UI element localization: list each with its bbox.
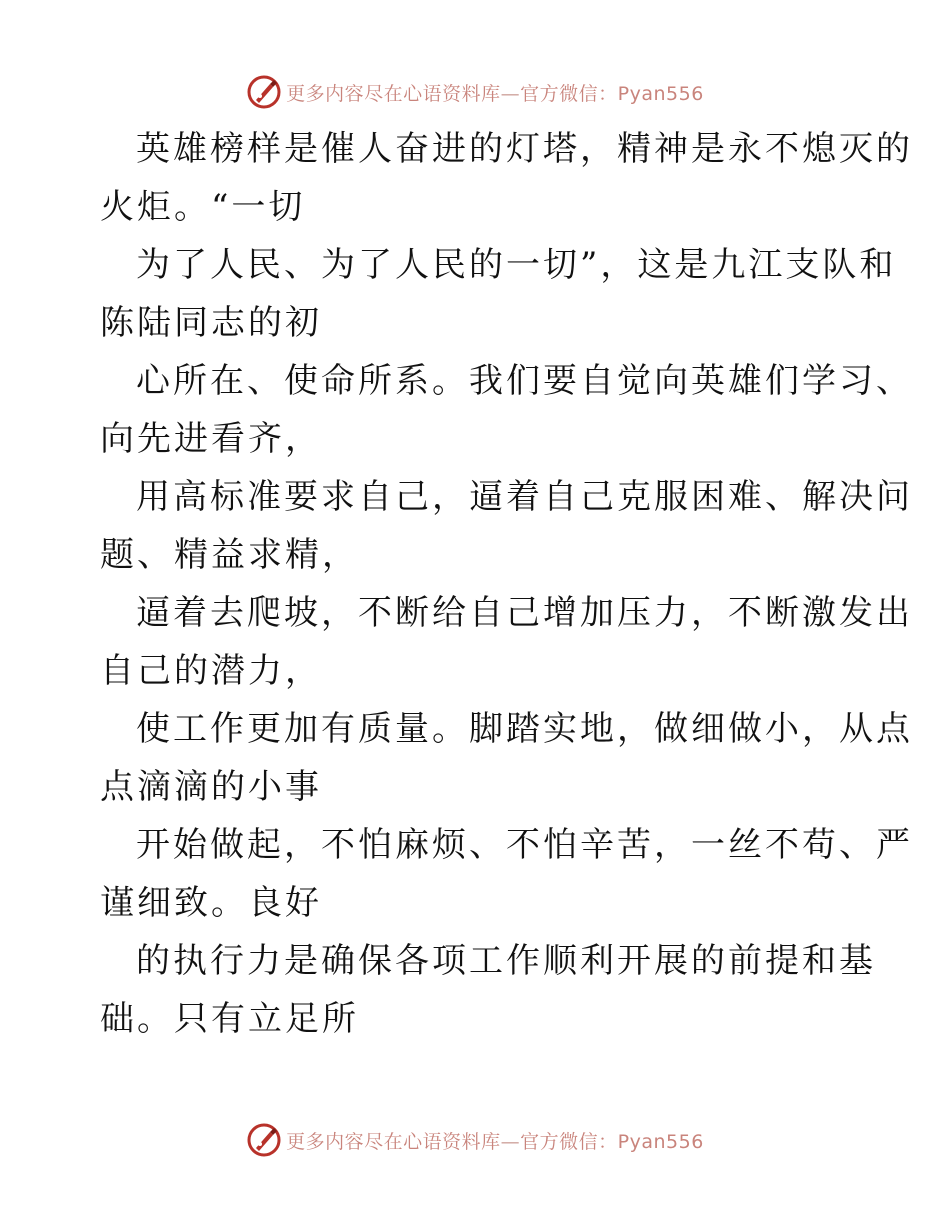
paragraph-first-line: 逼着去爬坡，不断给自己增加压力，不断激发出	[136, 593, 913, 633]
paragraph	[100, 120, 913, 236]
paragraph-continuation: 陈陆同志的初	[100, 303, 322, 343]
paragraph	[100, 700, 913, 816]
document-body	[100, 120, 913, 1048]
paragraph-first-line: 用高标准要求自己，逼着自己克服困难、解决问	[136, 477, 913, 517]
paragraph-continuation: 向先进看齐，	[100, 419, 322, 459]
paragraph	[100, 932, 876, 1048]
paragraph-continuation: 点滴滴的小事	[100, 767, 322, 807]
paragraph	[100, 584, 913, 700]
paragraph-first-line: 心所在、使命所系。我们要自觉向英雄们学习、	[136, 361, 913, 401]
paragraph	[100, 816, 913, 932]
paragraph-first-line: 英雄榜样是催人奋进的灯塔，精神是永不熄灭的	[136, 129, 913, 169]
paragraph	[100, 468, 913, 584]
header-banner	[0, 70, 950, 114]
footer-banner-title: 更多内容尽在心语资料库	[286, 1130, 501, 1153]
paragraph-continuation: 础。只有立足所	[100, 999, 359, 1039]
paragraph-first-line: 为了人民、为了人民的一切”，这是九江支队和	[136, 245, 897, 285]
footer-banner-separator: —	[500, 1130, 521, 1153]
footer-banner-contact: 官方微信：Pyan556	[520, 1130, 704, 1153]
pen-logo-icon	[246, 74, 282, 110]
footer-banner	[0, 1118, 950, 1162]
paragraph-first-line: 开始做起，不怕麻烦、不怕辛苦，一丝不苟、严	[136, 825, 913, 865]
paragraph-continuation: 自己的潜力，	[100, 651, 322, 691]
pen-logo-icon	[246, 1122, 282, 1158]
header-banner-text	[286, 79, 704, 106]
header-banner-contact: 官方微信：Pyan556	[520, 82, 704, 105]
paragraph	[100, 352, 913, 468]
paragraph	[100, 236, 897, 352]
paragraph-first-line: 使工作更加有质量。脚踏实地，做细做小，从点	[136, 709, 913, 749]
header-banner-separator: —	[500, 82, 521, 105]
paragraph-continuation: 谨细致。良好	[100, 883, 322, 923]
paragraph-continuation: 火炬。“一切	[100, 187, 306, 227]
paragraph-first-line: 的执行力是确保各项工作顺利开展的前提和基	[136, 941, 876, 981]
header-banner-title: 更多内容尽在心语资料库	[286, 82, 501, 105]
paragraph-continuation: 题、精益求精，	[100, 535, 359, 575]
footer-banner-text	[286, 1127, 704, 1154]
